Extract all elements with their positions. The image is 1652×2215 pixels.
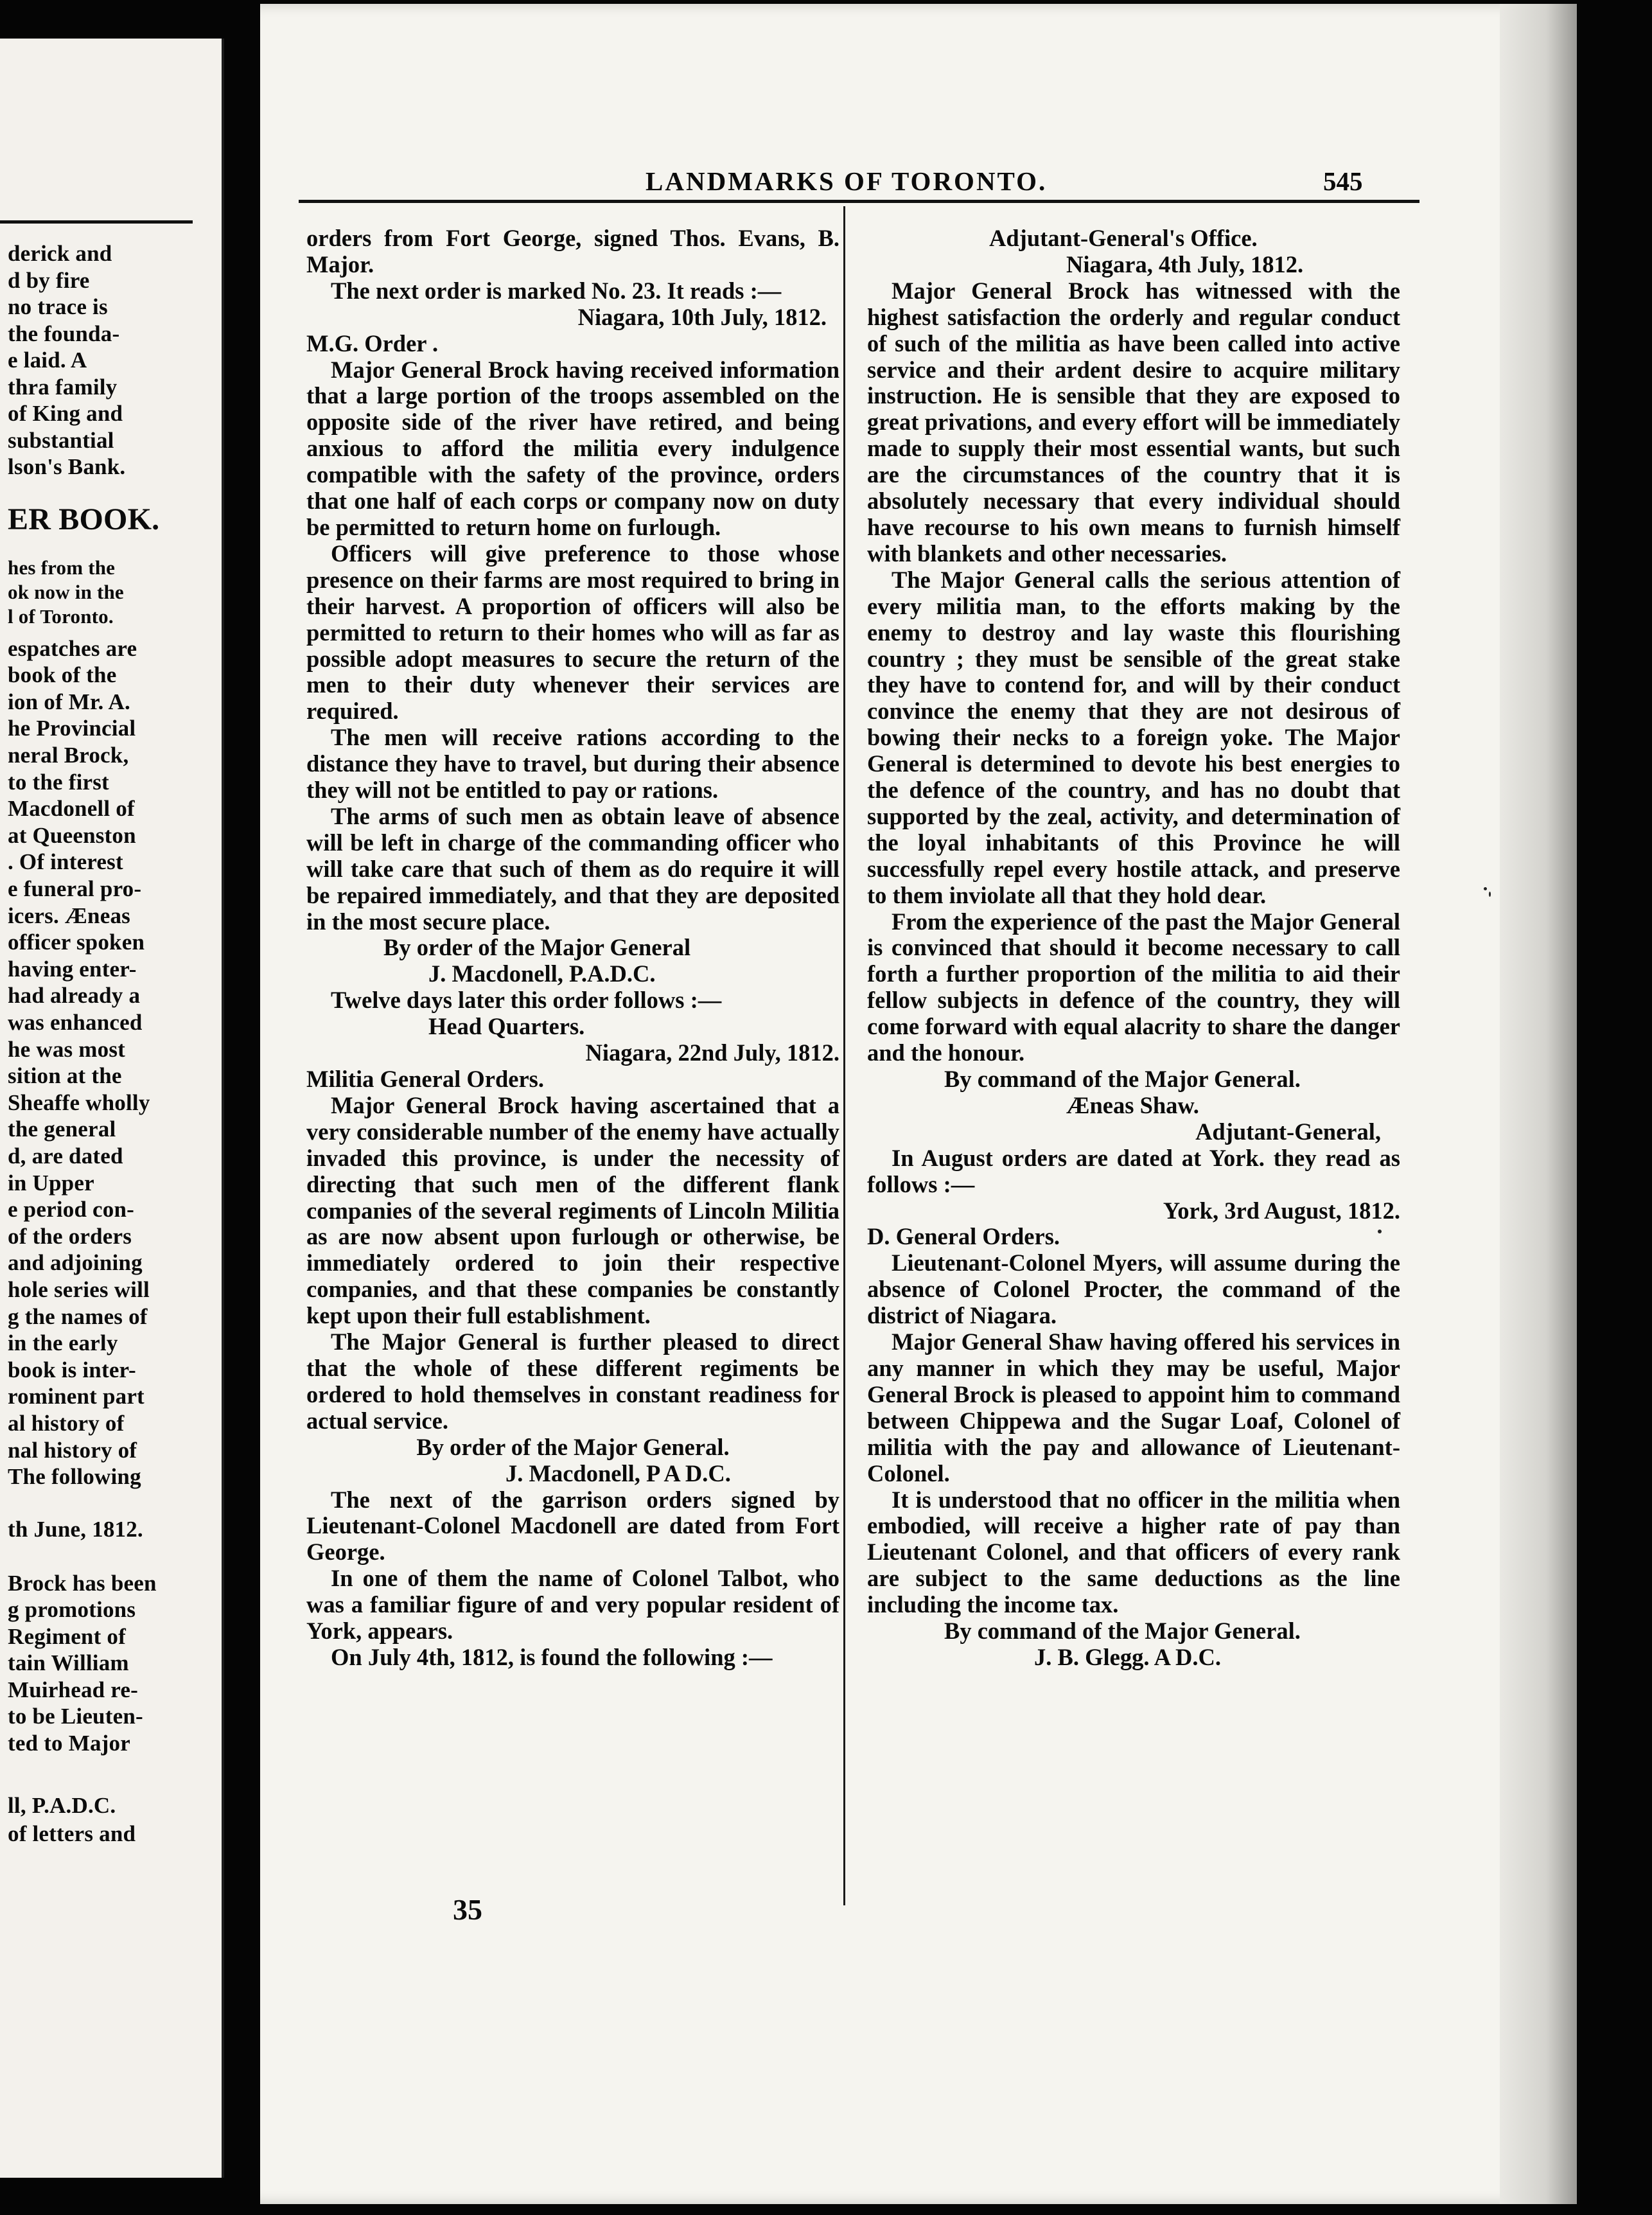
left-page-line: thra family: [8, 374, 118, 400]
paragraph: Lieutenant-Colonel Myers, will assume during the absence of Colonel Procter, the command of the district of Niagara.: [867, 1249, 1400, 1329]
paragraph: The arms of such men as obtain leave of absence will be left in charge of the commanding officer who will take care that such of them as do require it will be repaired immediately, and that they are deposited in the most secure place.: [306, 802, 839, 935]
left-page-line: neral Brock,: [8, 742, 129, 768]
left-column: [306, 225, 839, 1671]
order-title: M.G. Order .: [306, 330, 439, 357]
left-page-line: tain William: [8, 1650, 129, 1676]
left-page-line: having enter-: [8, 956, 137, 982]
signature: Æneas Shaw.: [1066, 1091, 1199, 1118]
page-number: 545: [1323, 166, 1363, 196]
left-page-line: e period con-: [8, 1197, 135, 1222]
order-title: D. General Orders.: [867, 1223, 1060, 1250]
left-page-line: to be Lieuten-: [8, 1704, 143, 1729]
left-page-line: The following: [8, 1464, 141, 1490]
left-page-line: of King and: [8, 401, 123, 426]
paragraph: The Major General is further pleased to direct that the whole of these different regiments be ordered to hold themselves in constant readiness for actual service.: [306, 1328, 839, 1434]
left-page-line: he was most: [8, 1036, 126, 1062]
left-page-line: Macdonell of: [8, 796, 135, 822]
left-page-line: at Queenston: [8, 822, 136, 848]
paragraph: The Major General calls the serious attention of every militia man, to the efforts making by the enemy to destroy and lay waste this flourishing country ; they must be sensible of the great stake they have to contend for, and will by their conduct convince the enemy that they are not desirous of bowing their necks to a foreign yoke. The Major General is determined to devote his best energies to the defence of the country, and has no doubt that supported by the zeal, activity, and determination of the loyal inhabitants of this Province he will successfully repel every hostile attack, and preserve to them inviolate all that they hold dear.: [867, 566, 1400, 908]
left-page-line: was enhanced: [8, 1009, 143, 1035]
column-divider: [843, 206, 845, 1905]
dateline: Niagara, 10th July, 1812.: [577, 303, 827, 330]
paragraph: Major General Brock having ascertained that a very considerable number of the enemy have actually invaded this province, is under the necessity of directing that such men of the different flank companies of the several regiments of Lincoln Militia as are now absent upon furlough or otherwise, be immediately ordered to join their respective companies, and that these companies be constantly kept upon their full establishment.: [306, 1091, 839, 1329]
heading-line: Adjutant-General's Office.: [989, 225, 1258, 251]
by-command-line: By command of the Major General.: [944, 1618, 1301, 1645]
book-page: [260, 4, 1577, 2204]
left-page-line: nal history of: [8, 1437, 137, 1463]
left-page-line: d by fire: [8, 267, 90, 293]
dateline: York, 3rd August, 1812.: [1163, 1197, 1400, 1224]
print-speck: [1378, 1230, 1382, 1233]
left-page-line: hole series will: [8, 1276, 150, 1302]
left-page-line: of letters and: [8, 1821, 136, 1847]
paragraph: The next of the garrison orders signed by Lieutenant-Colonel Macdonell are dated from Fort George.: [306, 1486, 839, 1566]
left-page-line: lson's Bank.: [8, 454, 126, 479]
folio-number: 35: [453, 1893, 482, 1926]
header-rule: [299, 200, 1419, 203]
signature: J. Macdonell, P A D.C.: [505, 1460, 731, 1487]
heading-line: Head Quarters.: [428, 1013, 585, 1040]
left-page-line: ER BOOK.: [8, 502, 160, 536]
left-page-line: g promotions: [8, 1597, 136, 1623]
paragraph: Officers will give preference to those whose presence on their farms are most required to bring in their harvest. A proportion of officers will also be permitted to return to their homes who will as far as possible adopt measures to secure the return of the men to their duty whenever their services are required.: [306, 540, 839, 725]
left-page-line: no trace is: [8, 294, 108, 319]
left-page-rule: [0, 220, 193, 224]
by-order-line: By order of the Major General: [383, 934, 691, 961]
paragraph: Major General Brock has witnessed with the highest satisfaction the orderly and regular conduct of such of the militia as have been called into active service and their ardent desire to acquire military instruction. He is sensible that they are exposed to great privations, and every effort will be immediately made to supply their most essential wants, but such are the circumstances of the country that it is absolutely necessary that every individual should have recourse to his own means to furnish himself with blankets and other necessaries.: [867, 277, 1400, 567]
by-order-line: By order of the Major General.: [416, 1433, 730, 1460]
paragraph: orders from Fort George, signed Thos. Evans, B. Major.: [306, 225, 839, 278]
by-command-line: By command of the Major General.: [944, 1066, 1301, 1092]
left-page-line: al history of: [8, 1410, 125, 1436]
left-page-line: the founda-: [8, 321, 120, 346]
left-page-line: Regiment of: [8, 1623, 126, 1649]
paragraph: From the experience of the past the Major General is convinced that should it become necessary to call forth a further proportion of the militia to aid their fellow subjects in defence of the country, they will come forward with equal alacrity to share the danger and the honour.: [867, 908, 1400, 1066]
left-page-line: Muirhead re-: [8, 1677, 138, 1702]
paragraph: Twelve days later this order follows :—: [331, 987, 722, 1014]
left-page-line: Sheaffe wholly: [8, 1090, 150, 1115]
left-facing-page: [0, 39, 224, 2178]
signature-title: Adjutant-General,: [1195, 1118, 1381, 1145]
right-column: [867, 225, 1400, 1671]
paragraph: Major General Brock having received information that a large portion of the troops assembled on the opposite side of the river have retired, and being anxious to afford the militia every indulgence compatible with the safety of the province, orders that one half of each corps or company now on duty be permitted to return home on furlough.: [306, 356, 839, 540]
left-page-line: had already a: [8, 983, 141, 1009]
left-page-line: officer spoken: [8, 930, 145, 955]
left-page-line: ted to Major: [8, 1730, 130, 1756]
print-speck: [1484, 887, 1487, 890]
paragraph: In one of them the name of Colonel Talbot, who was a familiar figure of and very popular resident of York, appears.: [306, 1565, 839, 1645]
left-page-line: the general: [8, 1116, 116, 1142]
left-page-line: d, are dated: [8, 1143, 123, 1169]
left-page-line: e laid. A: [8, 348, 87, 373]
left-page-line: to the first: [8, 769, 109, 795]
dateline: Niagara, 4th July, 1812.: [1066, 251, 1304, 278]
left-page-line: derick and: [8, 241, 112, 266]
left-page-line: of the orders: [8, 1223, 132, 1249]
dateline: Niagara, 22nd July, 1812.: [585, 1039, 839, 1066]
left-page-line: and adjoining: [8, 1250, 143, 1276]
left-page-line: book is inter-: [8, 1357, 136, 1382]
left-page-line: e funeral pro-: [8, 876, 142, 901]
left-page-line: in Upper: [8, 1170, 94, 1196]
signature: J. Macdonell, P.A.D.C.: [428, 960, 656, 987]
signature: J. B. Glegg. A D.C.: [1034, 1643, 1222, 1670]
paragraph: It is understood that no officer in the militia when embodied, will receive a higher rate of pay than Lieutenant Colonel, and that officers of every rank are subject to the same deductions as the line including the income tax.: [867, 1486, 1400, 1618]
left-page-line: l of Toronto.: [8, 604, 114, 628]
paragraph: The next order is marked No. 23. It reads :—: [331, 277, 782, 304]
left-page-line: book of the: [8, 662, 117, 688]
left-page-line: ll, P.A.D.C.: [8, 1793, 116, 1819]
left-page-line: sition at the: [8, 1063, 122, 1089]
left-page-line: rominent part: [8, 1384, 145, 1409]
left-page-line: hes from the: [8, 556, 116, 579]
paragraph: On July 4th, 1812, is found the following :—: [331, 1643, 773, 1670]
left-page-line: ok now in the: [8, 580, 124, 603]
left-page-line: substantial: [8, 427, 114, 453]
paragraph: The men will receive rations according to the distance they have to travel, but during their absence they will not be entitled to pay or rations.: [306, 724, 839, 804]
paragraph: Major General Shaw having offered his services in any manner in which they may be useful, Major General Brock is pleased to appoint him to command between Chippewa and the Sugar Loaf, Colonel of militia with the pay and allowance of Lieutenant-Colonel.: [867, 1328, 1400, 1487]
left-page-line: espatches are: [8, 635, 137, 661]
left-page-line: . Of interest: [8, 849, 123, 875]
paragraph: In August orders are dated at York. they read as follows :—: [867, 1144, 1400, 1197]
left-page-line: g the names of: [8, 1303, 148, 1329]
left-page-line: ion of Mr. A.: [8, 689, 130, 714]
left-page-line: in the early: [8, 1330, 118, 1356]
running-head: LANDMARKS OF TORONTO.: [646, 166, 1048, 196]
print-speck: [1489, 892, 1491, 897]
left-page-line: he Provincial: [8, 716, 136, 741]
left-page-line: Brock has been: [8, 1570, 157, 1596]
left-page-line: th June, 1812.: [8, 1516, 143, 1542]
left-page-line: icers. Æneas: [8, 903, 130, 928]
order-title: Militia General Orders.: [306, 1066, 544, 1092]
page-edge: [1500, 4, 1577, 2204]
